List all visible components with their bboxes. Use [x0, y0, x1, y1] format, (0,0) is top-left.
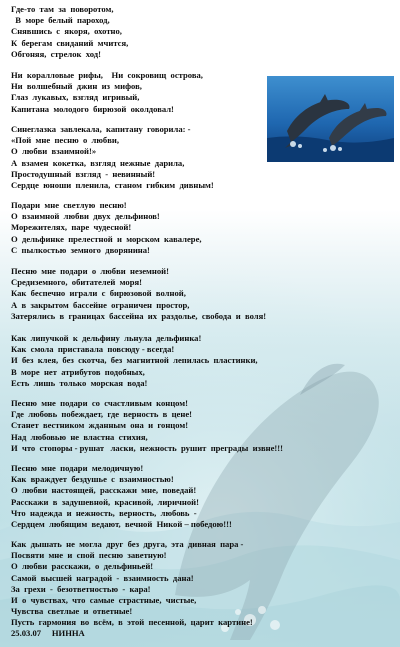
poem-line: И что стопоры - рушат ласки, нежность рушит преграды извне!!!	[11, 442, 283, 453]
poem-line: Чувства светлые и ответные!	[11, 606, 133, 617]
poem-line: И без клея, без скотча, без магнитной лепилась пластинки,	[11, 355, 258, 366]
dolphins-photo	[267, 76, 394, 162]
poem-line: Глаз лукавых, взгляд игривый,	[11, 92, 140, 103]
poem-line: В море нет атрибутов подобных,	[11, 366, 145, 377]
poem-line: К берегам свиданий мчится,	[11, 37, 129, 48]
poem-line: О любви настоящей, расскажи мне, поведай!	[11, 485, 197, 496]
stanza-1	[11, 4, 128, 60]
stanza-4	[11, 200, 202, 256]
poem-line: С пылкостью земного дворянина!	[11, 244, 150, 255]
poem-line: О взаимной любви двух дельфинов!	[11, 211, 160, 222]
poem-line: Что надежда и нежность, верность, любовь -	[11, 507, 197, 518]
stanza-7	[11, 398, 283, 454]
poem-line: Ни коралловые рифы, Ни сокровищ острова,	[11, 70, 203, 80]
poem-line: Затерялись в границах бассейна их раздолье, свобода и воля!	[11, 310, 267, 321]
poem-line: Пусть гармония во всём, в этой песенной, царит картине!	[11, 617, 253, 627]
poem-line: Морежителях, паре чудесной!	[11, 222, 132, 233]
poem-line: Как смола приставала повсюду - всегда!	[11, 344, 175, 355]
poem-line: Сердце юноши пленила, станом гибким дивным!	[11, 180, 214, 191]
poem-line: Расскажи в задушевной, красивой, лиричной!	[11, 496, 199, 507]
poem-line: Как липучкой к дельфину льнула дельфинка!	[11, 333, 202, 343]
stanza-6	[11, 333, 258, 389]
poem-line: Ни волшебный джин из мифов,	[11, 81, 142, 92]
poem-line: Сердцем любящим ведают, вечной Никой – победою!!!	[11, 519, 232, 530]
stanza-9-last-line	[11, 617, 253, 628]
poem-line: Обгоняя, стрелок ход!	[11, 48, 101, 59]
poem-line: Как враждует бездушье с взаимностью!	[11, 474, 174, 485]
poem-line: «Пой мне песню о любви,	[11, 135, 119, 146]
poem-line: Песню мне подари о любви неземной!	[11, 266, 169, 276]
poem-line: Средиземного, обитателей моря!	[11, 277, 142, 288]
poem-line: Песню мне подари со счастливым концом!	[11, 398, 188, 408]
date-signature: 25.03.07 НИННА	[11, 628, 85, 638]
poem-line: За грехи - безответностью - кара!	[11, 583, 151, 594]
poem-line: А взамен кокетка, взгляд нежные дарила,	[11, 157, 185, 168]
poem-line: О любви взаимной!»	[11, 146, 97, 157]
stanza-2	[11, 70, 203, 115]
poem-line: Самой высшей наградой - взаимность дана!	[11, 572, 194, 583]
poem-line: Как дышать не могла друг без друга, эта дивная пара -	[11, 539, 244, 549]
poem-line: Станет вестником жданным она и гонцом!	[11, 420, 189, 431]
poem-line: В море белый пароход,	[11, 15, 110, 26]
poem-line: Как беспечно играли с бирюзовой волной,	[11, 288, 186, 299]
poem-line: Посвяти мне и спой песню заветную!	[11, 550, 167, 561]
poem-line: Песню мне подари мелодичную!	[11, 463, 144, 473]
stanza-9	[11, 539, 243, 617]
stanza-3	[11, 124, 214, 191]
poem-line: Подари мне светлую песню!	[11, 200, 127, 210]
stanza-5	[11, 266, 266, 322]
poem-line: Снявшись с якоря, охотно,	[11, 26, 122, 37]
poem-line: И о чувствах, что самые страстные, чистые,	[11, 595, 197, 606]
poem-line: Капитана молодого бирюзой околдовал!	[11, 103, 174, 114]
poem-line: Есть лишь только морская вода!	[11, 377, 148, 388]
poem-line: О любви расскажи, о дельфиньей!	[11, 561, 154, 572]
poem-line: Где любовь побеждает, где верность в цене!	[11, 409, 192, 420]
poem-line: Синеглазка завлекала, капитану говорила: -	[11, 124, 191, 134]
poem-line: Простодушный взгляд - невинный!	[11, 168, 156, 179]
stanza-8	[11, 463, 232, 530]
poem-line: О дельфинке прелестной и морском кавалере,	[11, 233, 202, 244]
poem-line: Над любовью не властна стихия,	[11, 431, 148, 442]
poem-line: А в закрытом бассейне ограничен простор,	[11, 299, 190, 310]
poem-line: Где-то там за поворотом,	[11, 4, 114, 14]
